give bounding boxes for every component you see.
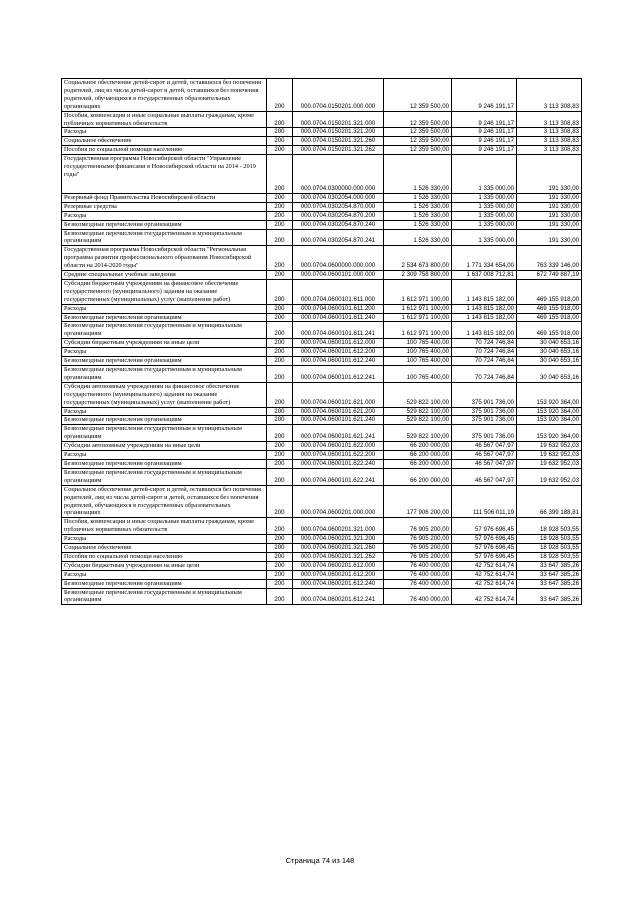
row-executed-cell: 57 976 696,45 [452, 544, 517, 553]
row-code-cell: 200 [267, 322, 293, 339]
row-code-cell: 200 [267, 339, 293, 348]
budget-sheet [61, 78, 581, 605]
table-row [62, 211, 582, 220]
row-name-cell: Расходы [62, 348, 267, 357]
row-name-cell: Расходы [62, 211, 267, 220]
row-approved-cell: 1 612 971 100,00 [384, 322, 452, 339]
table-row [62, 425, 582, 442]
row-executed-cell: 1 335 000,00 [452, 211, 517, 220]
table-row [62, 535, 582, 544]
row-code-cell: 200 [267, 442, 293, 451]
row-code-cell: 200 [267, 348, 293, 357]
row-name-cell: Безвозмездные перечисления организациям [62, 220, 267, 229]
row-code-cell: 200 [267, 366, 293, 383]
row-code-cell: 200 [267, 468, 293, 485]
row-executed-cell: 375 901 736,00 [452, 382, 517, 407]
row-approved-cell: 2 309 758 800,00 [384, 271, 452, 280]
row-kbk-cell: 000.0704.0600101.612.200 [293, 348, 384, 357]
row-kbk-cell: 000.0704.0600101.622.241 [293, 468, 384, 485]
table-row [62, 202, 582, 211]
row-approved-cell: 529 822 100,00 [384, 416, 452, 425]
row-kbk-cell: 000.0704.0600201.321.200 [293, 535, 384, 544]
row-name-cell: Расходы [62, 407, 267, 416]
row-approved-cell: 177 906 200,00 [384, 485, 452, 518]
row-executed-cell: 9 246 191,17 [452, 79, 517, 112]
row-kbk-cell: 000.0704.0600101.621.240 [293, 416, 384, 425]
table-row [62, 146, 582, 155]
row-kbk-cell: 000.0704.0600101.612.000 [293, 339, 384, 348]
row-approved-cell: 529 822 100,00 [384, 382, 452, 407]
row-executed-cell: 42 752 614,74 [452, 561, 517, 570]
row-name-cell: Субсидии автономным учреждениям на иные цели [62, 442, 267, 451]
row-remaining-cell: 191 330,00 [517, 211, 582, 220]
row-remaining-cell: 18 928 503,55 [517, 535, 582, 544]
row-executed-cell: 1 335 000,00 [452, 229, 517, 246]
row-kbk-cell: 000.0704.0302054.870.241 [293, 229, 384, 246]
row-executed-cell: 9 246 191,17 [452, 137, 517, 146]
row-code-cell: 200 [267, 211, 293, 220]
table-row [62, 588, 582, 605]
row-name-cell: Безвозмездные перечисления государственным и муниципальным организациям [62, 366, 267, 383]
row-kbk-cell: 000.0704.0150201.321.200 [293, 128, 384, 137]
table-row [62, 79, 582, 112]
row-executed-cell: 1 335 000,00 [452, 202, 517, 211]
row-remaining-cell: 191 330,00 [517, 202, 582, 211]
row-executed-cell: 375 901 736,00 [452, 416, 517, 425]
row-remaining-cell: 3 113 308,83 [517, 146, 582, 155]
row-remaining-cell: 30 040 653,16 [517, 366, 582, 383]
row-code-cell: 200 [267, 425, 293, 442]
row-code-cell: 200 [267, 193, 293, 202]
row-approved-cell: 76 905 200,00 [384, 552, 452, 561]
row-kbk-cell: 000.0704.0600101.000.000 [293, 271, 384, 280]
table-row [62, 348, 582, 357]
row-kbk-cell: 000.0704.0600101.622.200 [293, 451, 384, 460]
row-approved-cell: 1 526 330,00 [384, 229, 452, 246]
row-kbk-cell: 000.0704.0150201.000.000 [293, 79, 384, 112]
row-executed-cell: 1 335 000,00 [452, 193, 517, 202]
row-remaining-cell: 153 920 364,00 [517, 416, 582, 425]
table-row [62, 111, 582, 128]
row-executed-cell: 9 246 191,17 [452, 146, 517, 155]
row-code-cell: 200 [267, 246, 293, 271]
row-executed-cell: 70 724 746,84 [452, 366, 517, 383]
row-name-cell: Безвозмездные перечисления государственным и муниципальным организациям [62, 468, 267, 485]
row-name-cell: Безвозмездные перечисления организациям [62, 579, 267, 588]
row-kbk-cell: 000.0704.0302054.870.200 [293, 211, 384, 220]
table-row [62, 407, 582, 416]
row-code-cell: 200 [267, 535, 293, 544]
row-name-cell: Безвозмездные перечисления организациям [62, 459, 267, 468]
table-row [62, 279, 582, 304]
row-remaining-cell: 191 330,00 [517, 193, 582, 202]
row-code-cell: 200 [267, 220, 293, 229]
row-kbk-cell: 000.0704.0600000.000.000 [293, 246, 384, 271]
row-name-cell: Субсидии бюджетным учреждениям на иные цели [62, 339, 267, 348]
row-kbk-cell: 000.0704.0302054.000.000 [293, 193, 384, 202]
row-approved-cell: 76 905 200,00 [384, 518, 452, 535]
row-approved-cell: 76 400 000,00 [384, 579, 452, 588]
table-row [62, 544, 582, 553]
row-code-cell: 200 [267, 459, 293, 468]
row-code-cell: 200 [267, 313, 293, 322]
table-row [62, 518, 582, 535]
row-name-cell: Субсидии бюджетным учреждениям на иные цели [62, 561, 267, 570]
page-footer [0, 856, 640, 865]
row-kbk-cell: 000.0704.0300000.000.000 [293, 155, 384, 194]
row-approved-cell: 76 400 000,00 [384, 561, 452, 570]
row-name-cell: Расходы [62, 304, 267, 313]
row-executed-cell: 375 901 736,00 [452, 407, 517, 416]
row-approved-cell: 1 526 330,00 [384, 220, 452, 229]
row-code-cell: 200 [267, 451, 293, 460]
row-name-cell: Безвозмездные перечисления организациям [62, 313, 267, 322]
row-code-cell: 200 [267, 416, 293, 425]
row-kbk-cell: 000.0704.0600101.612.241 [293, 366, 384, 383]
row-executed-cell: 57 976 696,45 [452, 518, 517, 535]
table-row [62, 246, 582, 271]
row-approved-cell: 66 200 000,00 [384, 442, 452, 451]
row-code-cell: 200 [267, 544, 293, 553]
row-kbk-cell: 000.0704.0302054.870.000 [293, 202, 384, 211]
row-remaining-cell: 191 330,00 [517, 155, 582, 194]
table-row [62, 485, 582, 518]
row-remaining-cell: 3 113 308,83 [517, 111, 582, 128]
row-approved-cell: 100 765 400,00 [384, 357, 452, 366]
row-executed-cell: 111 506 011,19 [452, 485, 517, 518]
row-code-cell: 200 [267, 357, 293, 366]
row-remaining-cell: 3 113 308,83 [517, 137, 582, 146]
row-kbk-cell: 000.0704.0600201.612.200 [293, 570, 384, 579]
row-approved-cell: 1 526 330,00 [384, 202, 452, 211]
row-executed-cell: 42 752 614,74 [452, 588, 517, 605]
row-kbk-cell: 000.0704.0600201.612.000 [293, 561, 384, 570]
row-executed-cell: 46 567 047,97 [452, 451, 517, 460]
row-approved-cell: 66 200 000,00 [384, 459, 452, 468]
row-kbk-cell: 000.0704.0600101.611.240 [293, 313, 384, 322]
row-code-cell: 200 [267, 271, 293, 280]
row-executed-cell: 1 143 815 182,00 [452, 313, 517, 322]
row-name-cell: Пособия по социальной помощи населению [62, 146, 267, 155]
row-name-cell: Социальное обеспечение [62, 137, 267, 146]
row-executed-cell: 1 143 815 182,00 [452, 322, 517, 339]
table-row [62, 382, 582, 407]
row-approved-cell: 66 200 000,00 [384, 468, 452, 485]
table-row [62, 579, 582, 588]
row-code-cell: 200 [267, 229, 293, 246]
row-approved-cell: 12 359 500,00 [384, 111, 452, 128]
row-remaining-cell: 33 647 385,26 [517, 570, 582, 579]
row-approved-cell: 1 612 971 100,00 [384, 279, 452, 304]
table-row [62, 442, 582, 451]
row-kbk-cell: 000.0704.0600101.611.241 [293, 322, 384, 339]
row-kbk-cell: 000.0704.0600201.321.260 [293, 544, 384, 553]
row-code-cell: 200 [267, 146, 293, 155]
row-kbk-cell: 000.0704.0600101.621.241 [293, 425, 384, 442]
row-kbk-cell: 000.0704.0302054.870.240 [293, 220, 384, 229]
row-name-cell: Пособия по социальной помощи населению [62, 552, 267, 561]
row-executed-cell: 1 143 815 182,00 [452, 279, 517, 304]
table-row [62, 220, 582, 229]
table-row [62, 357, 582, 366]
row-executed-cell: 9 246 191,17 [452, 111, 517, 128]
row-code-cell: 200 [267, 202, 293, 211]
row-name-cell: Безвозмездные перечисления государственным и муниципальным организациям [62, 229, 267, 246]
row-remaining-cell: 19 632 952,03 [517, 459, 582, 468]
row-approved-cell: 76 905 200,00 [384, 535, 452, 544]
row-name-cell: Расходы [62, 535, 267, 544]
row-executed-cell: 375 901 736,00 [452, 425, 517, 442]
row-code-cell: 200 [267, 561, 293, 570]
row-code-cell: 200 [267, 485, 293, 518]
row-code-cell: 200 [267, 570, 293, 579]
row-code-cell: 200 [267, 407, 293, 416]
row-approved-cell: 66 200 000,00 [384, 451, 452, 460]
row-remaining-cell: 33 647 385,26 [517, 579, 582, 588]
row-executed-cell: 57 976 696,45 [452, 552, 517, 561]
row-executed-cell: 1 637 008 712,81 [452, 271, 517, 280]
row-approved-cell: 1 612 971 100,00 [384, 304, 452, 313]
row-name-cell: Средние специальные учебные заведения [62, 271, 267, 280]
row-remaining-cell: 153 920 364,00 [517, 382, 582, 407]
row-executed-cell: 70 724 746,84 [452, 357, 517, 366]
table-row [62, 304, 582, 313]
row-approved-cell: 2 534 673 800,00 [384, 246, 452, 271]
row-code-cell: 200 [267, 111, 293, 128]
row-name-cell: Субсидии автономным учреждениям на финансовое обеспечение государственного (муниципального) задания на оказание государственных (муниципальных) услуг (выполнение работ) [62, 382, 267, 407]
row-name-cell: Расходы [62, 128, 267, 137]
row-remaining-cell: 191 330,00 [517, 229, 582, 246]
row-kbk-cell: 000.0704.0600201.000.000 [293, 485, 384, 518]
table-row [62, 561, 582, 570]
row-name-cell: Государственная программа Новосибирской области "Управление государственными финансами в Новосибирской области на 2014 - 2019 годы" [62, 155, 267, 194]
budget-table [61, 78, 582, 605]
row-name-cell: Субсидии бюджетным учреждениям на финансовое обеспечение государственного (муниципального) задания на оказание государственных (муниципальных) услуг (выполнение работ) [62, 279, 267, 304]
row-kbk-cell: 000.0704.0600101.621.200 [293, 407, 384, 416]
row-executed-cell: 46 567 047,97 [452, 442, 517, 451]
table-row [62, 552, 582, 561]
row-remaining-cell: 18 928 503,55 [517, 544, 582, 553]
row-approved-cell: 76 905 200,00 [384, 544, 452, 553]
row-approved-cell: 76 400 000,00 [384, 570, 452, 579]
row-remaining-cell: 66 399 188,81 [517, 485, 582, 518]
row-remaining-cell: 191 330,00 [517, 220, 582, 229]
row-code-cell: 200 [267, 518, 293, 535]
table-row [62, 366, 582, 383]
row-code-cell: 200 [267, 155, 293, 194]
table-row [62, 570, 582, 579]
row-executed-cell: 42 752 614,74 [452, 570, 517, 579]
row-remaining-cell: 30 040 653,16 [517, 339, 582, 348]
row-remaining-cell: 18 928 503,55 [517, 518, 582, 535]
row-approved-cell: 12 359 500,00 [384, 137, 452, 146]
row-remaining-cell: 153 920 364,00 [517, 425, 582, 442]
row-approved-cell: 1 612 971 100,00 [384, 313, 452, 322]
row-approved-cell: 529 822 100,00 [384, 407, 452, 416]
row-kbk-cell: 000.0704.0600101.612.240 [293, 357, 384, 366]
row-kbk-cell: 000.0704.0600101.621.000 [293, 382, 384, 407]
row-name-cell: Социальное обеспечение детей-сирот и детей, оставшихся без попечения родителей, лиц из числа детей-сирот и детей, оставшихся без попечения родителей, обучающихся в государственных образовательных организациях [62, 485, 267, 518]
row-executed-cell: 9 246 191,17 [452, 128, 517, 137]
row-code-cell: 200 [267, 552, 293, 561]
row-name-cell: Безвозмездные перечисления государственным и муниципальным организациям [62, 588, 267, 605]
row-name-cell: Резервный фонд Правительства Новосибирской области [62, 193, 267, 202]
row-approved-cell: 100 765 400,00 [384, 366, 452, 383]
row-remaining-cell: 3 113 308,83 [517, 128, 582, 137]
row-kbk-cell: 000.0704.0150201.321.000 [293, 111, 384, 128]
row-approved-cell: 12 359 500,00 [384, 79, 452, 112]
row-remaining-cell: 19 632 952,03 [517, 451, 582, 460]
row-kbk-cell: 000.0704.0600201.321.000 [293, 518, 384, 535]
row-approved-cell: 100 765 400,00 [384, 339, 452, 348]
row-executed-cell: 42 752 614,74 [452, 579, 517, 588]
table-row [62, 451, 582, 460]
row-approved-cell: 76 400 000,00 [384, 588, 452, 605]
row-executed-cell: 1 335 000,00 [452, 220, 517, 229]
row-name-cell: Пособия, компенсации и иные социальные выплаты гражданам, кроме публичных нормативных обязательств [62, 518, 267, 535]
row-name-cell: Пособия, компенсации и иные социальные выплаты гражданам, кроме публичных нормативных обязательств [62, 111, 267, 128]
table-row [62, 193, 582, 202]
row-remaining-cell: 469 155 918,00 [517, 313, 582, 322]
table-row [62, 137, 582, 146]
row-code-cell: 200 [267, 128, 293, 137]
row-approved-cell: 100 765 400,00 [384, 348, 452, 357]
row-executed-cell: 57 976 696,45 [452, 535, 517, 544]
table-row [62, 322, 582, 339]
row-remaining-cell: 763 339 146,00 [517, 246, 582, 271]
row-kbk-cell: 000.0704.0600101.611.000 [293, 279, 384, 304]
row-executed-cell: 70 724 746,84 [452, 348, 517, 357]
table-row [62, 229, 582, 246]
row-code-cell: 200 [267, 137, 293, 146]
row-executed-cell: 70 724 746,84 [452, 339, 517, 348]
page-number: Страница 74 из 148 [285, 856, 355, 865]
row-kbk-cell: 000.0704.0150201.321.262 [293, 146, 384, 155]
row-remaining-cell: 33 647 385,26 [517, 561, 582, 570]
row-kbk-cell: 000.0704.0150201.321.260 [293, 137, 384, 146]
row-code-cell: 200 [267, 79, 293, 112]
row-kbk-cell: 000.0704.0600201.612.241 [293, 588, 384, 605]
row-approved-cell: 1 526 330,00 [384, 193, 452, 202]
row-code-cell: 200 [267, 588, 293, 605]
row-kbk-cell: 000.0704.0600101.622.240 [293, 459, 384, 468]
row-remaining-cell: 30 040 653,16 [517, 348, 582, 357]
row-remaining-cell: 19 632 952,03 [517, 468, 582, 485]
row-executed-cell: 1 771 334 654,00 [452, 246, 517, 271]
row-name-cell: Безвозмездные перечисления организациям [62, 416, 267, 425]
row-approved-cell: 12 359 500,00 [384, 128, 452, 137]
row-name-cell: Безвозмездные перечисления организациям [62, 357, 267, 366]
row-executed-cell: 1 335 000,00 [452, 155, 517, 194]
row-name-cell: Резервные средства [62, 202, 267, 211]
row-name-cell: Расходы [62, 451, 267, 460]
row-code-cell: 200 [267, 304, 293, 313]
row-name-cell: Государственная программа Новосибирской области "Региональная программа развития профессионального образования Новосибирской области на 2014-2020 годы" [62, 246, 267, 271]
row-kbk-cell: 000.0704.0600201.321.262 [293, 552, 384, 561]
row-remaining-cell: 469 155 918,00 [517, 279, 582, 304]
row-remaining-cell: 469 155 918,00 [517, 304, 582, 313]
row-name-cell: Социальное обеспечение детей-сирот и детей, оставшихся без попечения родителей, лиц из числа детей-сирот и детей, оставшихся без попечения родителей, обучающихся в государственных образовательных организациях [62, 79, 267, 112]
table-row [62, 313, 582, 322]
row-code-cell: 200 [267, 382, 293, 407]
row-approved-cell: 12 359 500,00 [384, 146, 452, 155]
table-row [62, 468, 582, 485]
row-remaining-cell: 19 632 952,03 [517, 442, 582, 451]
row-remaining-cell: 672 749 887,19 [517, 271, 582, 280]
row-approved-cell: 529 822 100,00 [384, 425, 452, 442]
table-row [62, 339, 582, 348]
row-remaining-cell: 33 647 385,26 [517, 588, 582, 605]
row-code-cell: 200 [267, 279, 293, 304]
row-remaining-cell: 469 155 918,00 [517, 322, 582, 339]
row-name-cell: Социальное обеспечение [62, 544, 267, 553]
row-name-cell: Расходы [62, 570, 267, 579]
row-name-cell: Безвозмездные перечисления государственным и муниципальным организациям [62, 322, 267, 339]
row-remaining-cell: 3 113 308,83 [517, 79, 582, 112]
row-approved-cell: 1 526 330,00 [384, 155, 452, 194]
table-row [62, 271, 582, 280]
row-code-cell: 200 [267, 579, 293, 588]
table-row [62, 128, 582, 137]
row-approved-cell: 1 526 330,00 [384, 211, 452, 220]
table-row [62, 459, 582, 468]
row-executed-cell: 46 567 047,97 [452, 459, 517, 468]
table-row [62, 155, 582, 194]
row-executed-cell: 46 567 047,97 [452, 468, 517, 485]
row-remaining-cell: 30 040 653,16 [517, 357, 582, 366]
row-remaining-cell: 153 920 364,00 [517, 407, 582, 416]
row-kbk-cell: 000.0704.0600101.611.200 [293, 304, 384, 313]
table-row [62, 416, 582, 425]
row-name-cell: Безвозмездные перечисления государственным и муниципальным организациям [62, 425, 267, 442]
row-executed-cell: 1 143 815 182,00 [452, 304, 517, 313]
row-kbk-cell: 000.0704.0600201.612.240 [293, 579, 384, 588]
row-kbk-cell: 000.0704.0600101.622.000 [293, 442, 384, 451]
row-remaining-cell: 18 928 503,55 [517, 552, 582, 561]
